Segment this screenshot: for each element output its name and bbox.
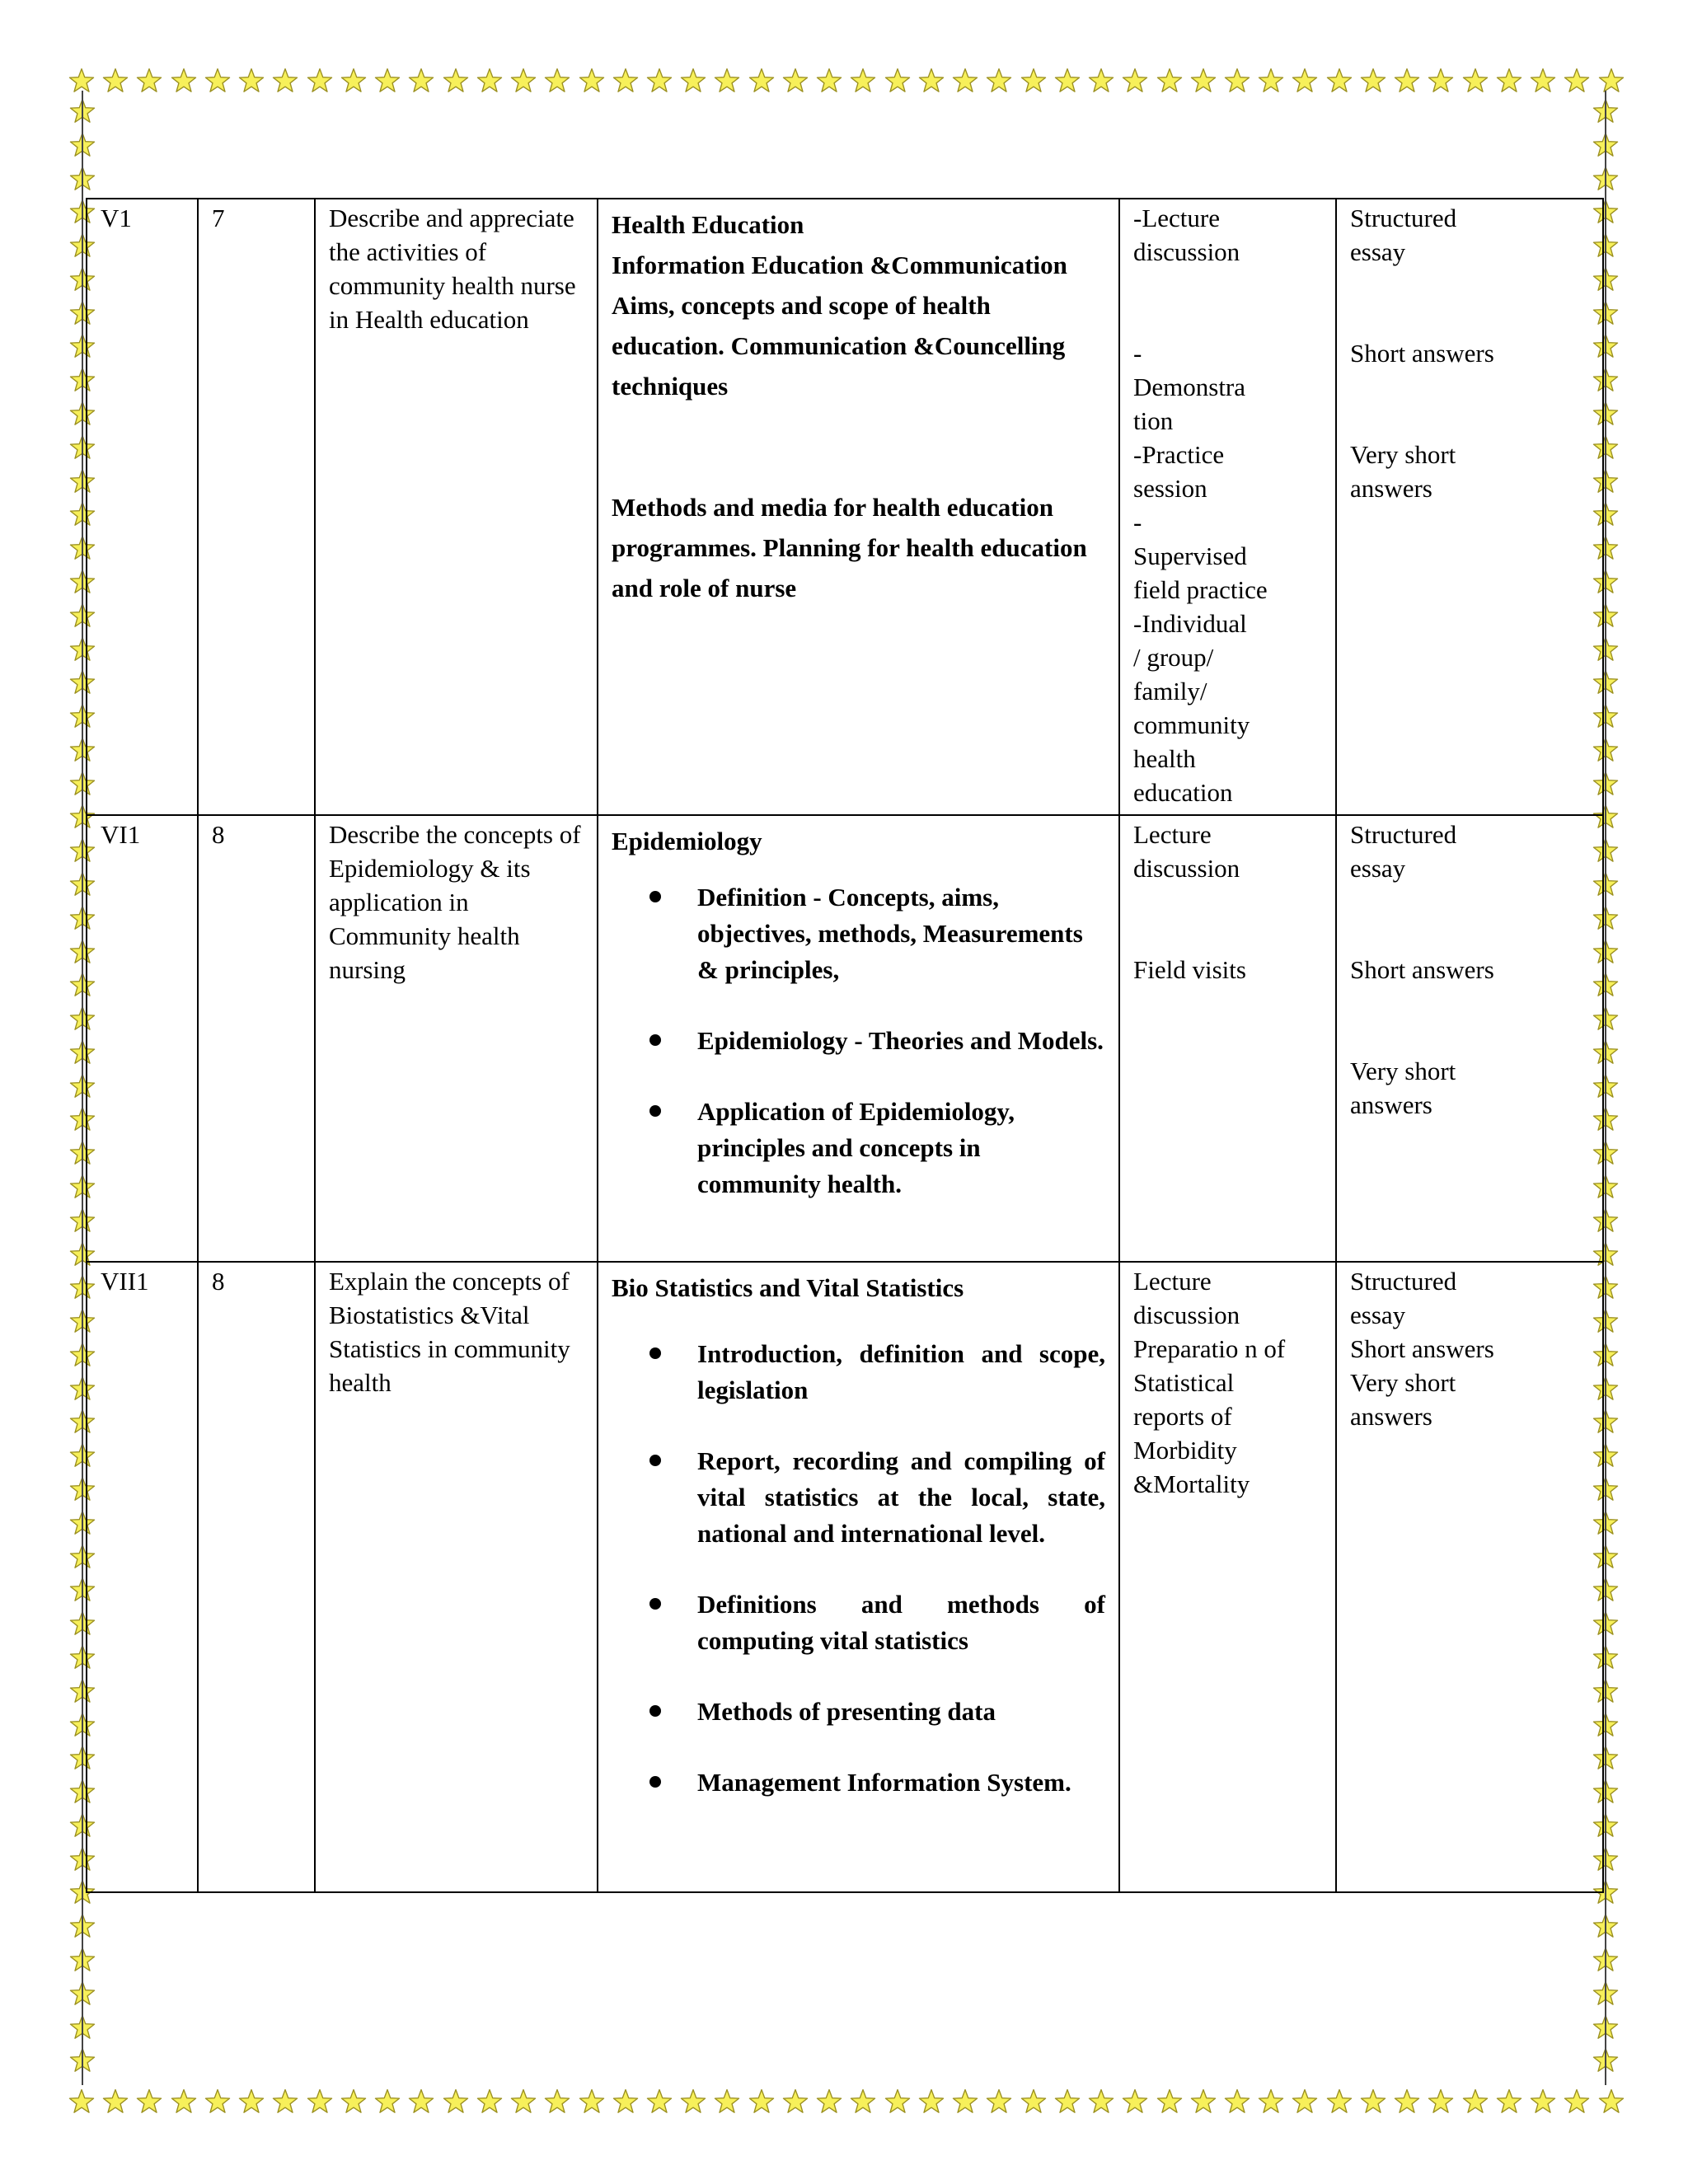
star-icon bbox=[101, 67, 129, 95]
content-cell bbox=[598, 199, 1119, 815]
star-icon bbox=[951, 2088, 979, 2116]
star-border-bottom bbox=[68, 2085, 1625, 2118]
star-icon bbox=[679, 67, 707, 95]
star-icon bbox=[1020, 2088, 1048, 2116]
hours-cell bbox=[198, 815, 315, 1262]
list-item: Application of Epidemiology, principles and concepts in community health. bbox=[697, 1094, 1105, 1202]
method-line: / group/ bbox=[1133, 643, 1214, 672]
table-row bbox=[87, 199, 1603, 815]
method-line: education bbox=[1133, 778, 1233, 807]
star-icon bbox=[170, 67, 198, 95]
star-icon bbox=[645, 2088, 673, 2116]
content-title: Health Education bbox=[612, 210, 804, 239]
star-icon bbox=[1563, 2088, 1591, 2116]
method-line: session bbox=[1133, 474, 1207, 503]
star-icon bbox=[815, 2088, 843, 2116]
star-icon bbox=[1223, 2088, 1251, 2116]
list-item: Management Information System. bbox=[697, 1765, 1105, 1801]
star-icon bbox=[306, 2088, 334, 2116]
assessment-cell bbox=[1336, 199, 1603, 815]
list-item: Methods of presenting data bbox=[697, 1694, 1105, 1730]
star-icon bbox=[1257, 2088, 1285, 2116]
star-icon bbox=[1427, 67, 1455, 95]
star-icon bbox=[1156, 2088, 1184, 2116]
method-line: discussion bbox=[1133, 237, 1240, 266]
star-icon bbox=[1291, 67, 1319, 95]
star-icon bbox=[1053, 67, 1081, 95]
star-icon bbox=[1597, 2088, 1625, 2116]
assessment-cell bbox=[1336, 815, 1603, 1262]
star-icon bbox=[407, 2088, 435, 2116]
assessment-item: Structured essay bbox=[1350, 1267, 1457, 1329]
star-icon bbox=[645, 67, 673, 95]
method-line: -Individual bbox=[1133, 609, 1247, 638]
star-icon bbox=[407, 67, 435, 95]
hours-value: 7 bbox=[212, 204, 225, 232]
star-icon bbox=[340, 2088, 368, 2116]
assessment-item: Short answers bbox=[1350, 1334, 1494, 1363]
star-icon bbox=[679, 2088, 707, 2116]
list-item: Definitions and methods of computing vital statistics bbox=[697, 1586, 1105, 1659]
star-icon bbox=[1325, 2088, 1353, 2116]
star-icon bbox=[1121, 67, 1149, 95]
star-icon bbox=[1257, 67, 1285, 95]
list-item: Epidemiology - Theories and Models. bbox=[697, 1023, 1105, 1059]
content-cell bbox=[598, 815, 1119, 1262]
star-icon bbox=[985, 2088, 1013, 2116]
star-icon bbox=[476, 2088, 504, 2116]
star-icon bbox=[1495, 67, 1523, 95]
list-item: Introduction, definition and scope, legislation bbox=[697, 1336, 1105, 1408]
star-icon bbox=[1359, 2088, 1387, 2116]
method-line: tion bbox=[1133, 406, 1174, 435]
star-icon bbox=[135, 2088, 163, 2116]
star-icon bbox=[442, 67, 470, 95]
method-line: Lecture discussion Preparatio n of Statistical reports of Morbidity &Mortality bbox=[1133, 1267, 1286, 1498]
method-line: -Lecture bbox=[1133, 204, 1220, 232]
method-line: field practice bbox=[1133, 575, 1268, 604]
frame-line-right bbox=[1605, 91, 1606, 2085]
star-icon bbox=[1189, 2088, 1217, 2116]
star-icon bbox=[135, 67, 163, 95]
objective-cell bbox=[315, 815, 598, 1262]
unit-label: V1 bbox=[101, 204, 132, 232]
teaching-methods-cell bbox=[1119, 1262, 1336, 1892]
star-icon bbox=[1087, 2088, 1115, 2116]
content-title: Epidemiology bbox=[612, 827, 762, 855]
content-paragraph: Methods and media for health education programmes. Planning for health education and role of nurse bbox=[612, 493, 1087, 602]
objective-text: Describe and appreciate the activities of community health nurse in Health education bbox=[329, 204, 576, 334]
star-icon bbox=[849, 67, 877, 95]
unit-cell bbox=[87, 815, 198, 1262]
star-icon bbox=[1156, 67, 1184, 95]
table-row bbox=[87, 815, 1603, 1262]
star-icon bbox=[237, 67, 265, 95]
star-icon bbox=[68, 2088, 96, 2116]
assessment-item: Short answers bbox=[1350, 339, 1494, 368]
list-item: Definition - Concepts, aims, objectives, methods, Measurements & principles, bbox=[697, 879, 1105, 988]
star-icon bbox=[271, 67, 299, 95]
star-icon bbox=[1087, 67, 1115, 95]
hours-value: 8 bbox=[212, 820, 225, 849]
star-icon bbox=[1529, 67, 1557, 95]
star-icon bbox=[543, 67, 571, 95]
assessment-cell bbox=[1336, 1262, 1603, 1892]
star-icon bbox=[306, 67, 334, 95]
method-line: community bbox=[1133, 710, 1250, 739]
star-icon bbox=[204, 2088, 232, 2116]
objective-text: Explain the concepts of Biostatistics &Vital Statistics in community health bbox=[329, 1267, 570, 1397]
star-icon bbox=[748, 67, 776, 95]
star-icon bbox=[442, 2088, 470, 2116]
star-icon bbox=[101, 2088, 129, 2116]
star-icon bbox=[917, 2088, 945, 2116]
star-icon bbox=[204, 67, 232, 95]
assessment-item: Structured essay bbox=[1350, 204, 1457, 266]
star-icon bbox=[373, 67, 401, 95]
star-icon bbox=[271, 2088, 299, 2116]
star-icon bbox=[781, 67, 809, 95]
unit-cell bbox=[87, 1262, 198, 1892]
star-icon bbox=[612, 67, 640, 95]
curriculum-table bbox=[86, 198, 1604, 1893]
star-icon bbox=[1529, 2088, 1557, 2116]
star-icon bbox=[578, 2088, 606, 2116]
assessment-item: Very short answers bbox=[1350, 1368, 1456, 1431]
assessment-item: Structured essay bbox=[1350, 820, 1457, 883]
assessment-item: Short answers bbox=[1350, 955, 1494, 984]
content-bullet-list bbox=[612, 879, 1105, 1202]
teaching-methods-cell bbox=[1119, 815, 1336, 1262]
star-icon bbox=[1121, 2088, 1149, 2116]
content-bullet-list bbox=[612, 1336, 1105, 1801]
star-icon bbox=[713, 67, 741, 95]
hours-cell bbox=[198, 199, 315, 815]
star-icon bbox=[237, 2088, 265, 2116]
hours-cell bbox=[198, 1262, 315, 1892]
star-icon bbox=[543, 2088, 571, 2116]
star-icon bbox=[884, 67, 912, 95]
teaching-methods-cell bbox=[1119, 199, 1336, 815]
unit-cell bbox=[87, 199, 198, 815]
star-icon bbox=[1393, 67, 1421, 95]
star-icon bbox=[884, 2088, 912, 2116]
method-line: -Practice bbox=[1133, 440, 1225, 469]
star-icon bbox=[1461, 2088, 1489, 2116]
star-icon bbox=[1291, 2088, 1319, 2116]
star-icon bbox=[849, 2088, 877, 2116]
star-icon bbox=[1359, 67, 1387, 95]
method-line: family/ bbox=[1133, 677, 1207, 705]
star-icon bbox=[917, 67, 945, 95]
star-icon bbox=[170, 2088, 198, 2116]
method-line: health bbox=[1133, 744, 1196, 773]
star-icon bbox=[578, 67, 606, 95]
star-border-top bbox=[68, 64, 1625, 97]
star-icon bbox=[1597, 67, 1625, 95]
star-icon bbox=[713, 2088, 741, 2116]
frame-line-left bbox=[82, 91, 83, 2085]
star-icon bbox=[476, 67, 504, 95]
method-line: Field visits bbox=[1133, 955, 1246, 984]
star-icon bbox=[1325, 67, 1353, 95]
star-icon bbox=[340, 67, 368, 95]
assessment-item: Very short answers bbox=[1350, 440, 1456, 503]
star-icon bbox=[1495, 2088, 1523, 2116]
star-icon bbox=[1461, 67, 1489, 95]
star-icon bbox=[373, 2088, 401, 2116]
content-paragraph: Information Education &Communication Aims, concepts and scope of health education. Communication &Councelling techniques bbox=[612, 251, 1067, 401]
assessment-item: Very short answers bbox=[1350, 1057, 1456, 1119]
star-icon bbox=[509, 67, 537, 95]
star-icon bbox=[951, 67, 979, 95]
star-icon bbox=[781, 2088, 809, 2116]
list-item: Report, recording and compiling of vital statistics at the local, state, national and international level. bbox=[697, 1443, 1105, 1552]
star-icon bbox=[1020, 67, 1048, 95]
objective-text: Describe the concepts of Epidemiology & its application in Community health nursing bbox=[329, 820, 581, 984]
unit-label: VI1 bbox=[101, 820, 141, 849]
objective-cell bbox=[315, 199, 598, 815]
content-cell bbox=[598, 1262, 1119, 1892]
star-icon bbox=[985, 67, 1013, 95]
star-icon bbox=[509, 2088, 537, 2116]
star-icon bbox=[612, 2088, 640, 2116]
unit-label: VII1 bbox=[101, 1267, 149, 1296]
star-icon bbox=[1393, 2088, 1421, 2116]
content-title: Bio Statistics and Vital Statistics bbox=[612, 1273, 964, 1302]
method-line: - bbox=[1133, 508, 1142, 537]
method-line: - bbox=[1133, 339, 1142, 368]
star-icon bbox=[1189, 67, 1217, 95]
objective-cell bbox=[315, 1262, 598, 1892]
star-icon bbox=[815, 67, 843, 95]
method-line: Demonstra bbox=[1133, 373, 1246, 401]
star-icon bbox=[1427, 2088, 1455, 2116]
method-line: Lecture discussion bbox=[1133, 820, 1240, 883]
star-icon bbox=[1223, 67, 1251, 95]
hours-value: 8 bbox=[212, 1267, 225, 1296]
star-icon bbox=[748, 2088, 776, 2116]
table-row bbox=[87, 1262, 1603, 1892]
star-icon bbox=[1563, 67, 1591, 95]
method-line: Supervised bbox=[1133, 541, 1247, 570]
star-icon bbox=[1053, 2088, 1081, 2116]
